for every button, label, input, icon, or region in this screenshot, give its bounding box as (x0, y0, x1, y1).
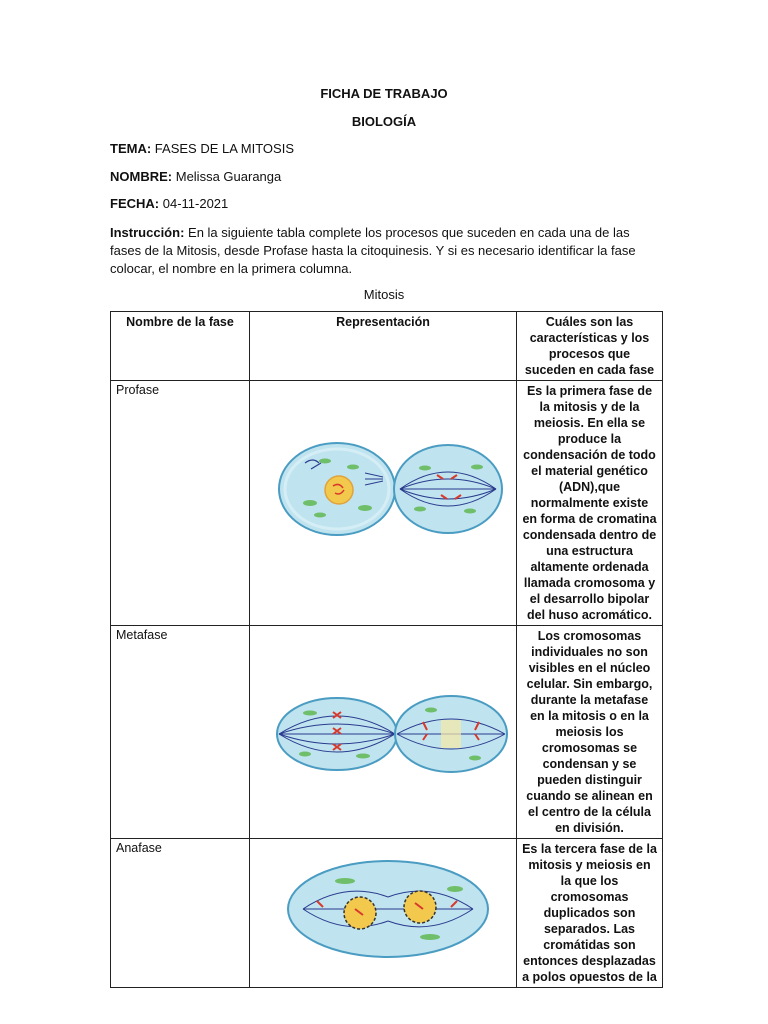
name-label: NOMBRE: (110, 169, 173, 184)
anafase-illustration (255, 841, 522, 969)
header-characteristics: Cuáles son las características y los procesos que suceden en cada fase (517, 312, 663, 381)
representation-cell (250, 626, 517, 839)
worksheet-title: FICHA DE TRABAJO (320, 86, 448, 101)
phase-name: Profase (111, 381, 250, 626)
name-field (110, 169, 281, 184)
representation-cell (250, 839, 517, 988)
instruction-text: En la siguiente tabla complete los procesos que suceden en cada una de las fases de la Mitosis, desde Profase hasta la citoquinesis. Y si es necesario identificar la fase colocar, el nombre en la primera columna. (110, 225, 636, 276)
subject-title: BIOLOGÍA (351, 114, 417, 129)
date-value: 04-11-2021 (162, 196, 229, 211)
header-name: Nombre de la fase (111, 312, 250, 381)
table-caption: Mitosis (363, 287, 405, 302)
phase-description: Es la tercera fase de la mitosis y meiosis en la que los cromosomas duplicados son separados. Las cromátidas son entonces desplazadas a polos opuestos de la (517, 839, 663, 988)
phase-description: Los cromosomas individuales no son visibles en el núcleo celular. Sin embargo, durante la metafase en la mitosis o en la meiosis los cromosomas se condensan y se pueden distinguir cuando se alinean en el centro de la célula en división. (517, 626, 663, 839)
table-row-profase (111, 381, 663, 626)
instruction-label: Instrucción: (110, 225, 185, 240)
date-label: FECHA: (110, 196, 160, 211)
representation-cell (250, 381, 517, 626)
table-header-row (111, 312, 663, 381)
phase-description: Es la primera fase de la mitosis y de la meiosis. En ella se produce la condensación de todo el material genético (ADN),que normalmente existe en forma de cromatina condensada dentro de una estructura altamente ordenada llamada cromosoma y el desarrollo bipolar del huso acromático. (517, 381, 663, 626)
header-representation: Representación (250, 312, 517, 381)
phases-table (110, 311, 663, 988)
topic-value: FASES DE LA MITOSIS (154, 141, 294, 156)
metafase-illustration (255, 628, 522, 822)
instruction-paragraph (110, 224, 662, 278)
topic-label: TEMA: (110, 141, 152, 156)
table-row-metafase (111, 626, 663, 839)
date-field (110, 196, 228, 211)
profase-illustration (255, 383, 522, 611)
phase-name: Anafase (111, 839, 250, 988)
phase-name: Metafase (111, 626, 250, 839)
topic-field (110, 141, 294, 156)
table-row-anafase (111, 839, 663, 988)
name-value: Melissa Guaranga (175, 169, 282, 184)
